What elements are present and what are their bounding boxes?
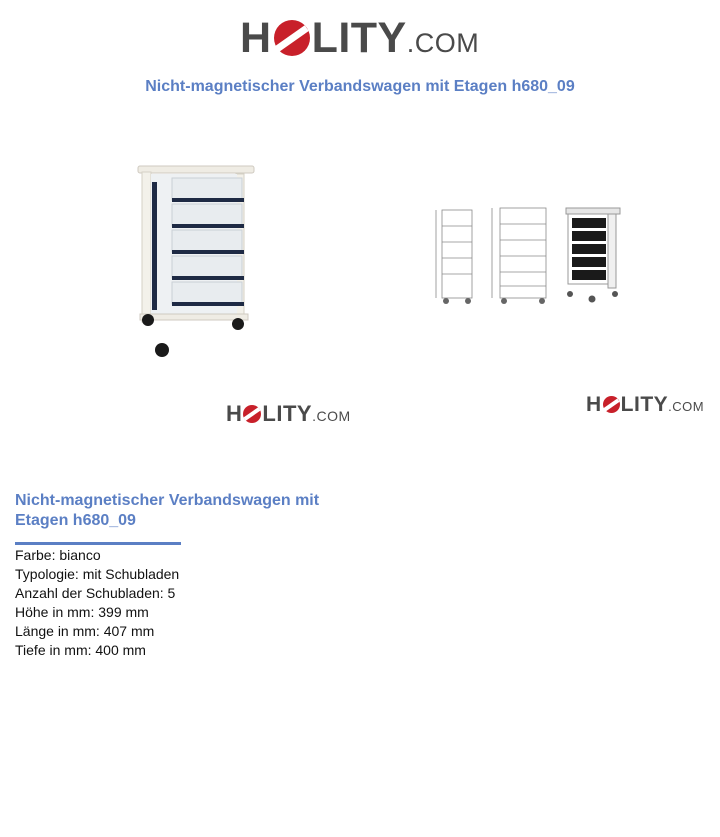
page-title: Nicht-magnetischer Verbandswagen mit Etagen h680_09 — [145, 78, 575, 95]
brand-logo[interactable]: H LITY .COM — [240, 14, 480, 62]
spec-list — [15, 546, 179, 660]
spec-item: Typologie: mit Schubladen — [15, 566, 180, 582]
spec-item: Farbe: bianco — [15, 547, 101, 563]
brand-logo-small: H LITY .COM — [586, 393, 705, 416]
technical-drawings — [432, 200, 627, 308]
spec-item: Länge in mm: 407 mm — [15, 623, 155, 639]
logo-o-icon — [274, 20, 310, 56]
spec-item: Tiefe in mm: 400 mm — [15, 642, 146, 658]
product-photo — [132, 162, 257, 362]
logo-o-icon — [603, 396, 620, 413]
brand-logo-small: H LITY .COM — [226, 401, 351, 426]
title-divider — [15, 542, 181, 545]
spec-item: Anzahl der Schubladen: 5 — [15, 585, 176, 601]
spec-item: Höhe in mm: 399 mm — [15, 604, 149, 620]
logo-o-icon — [243, 405, 261, 423]
product-title: Nicht-magnetischer Verbandswagen mit Etagen h680_09 — [15, 492, 320, 529]
